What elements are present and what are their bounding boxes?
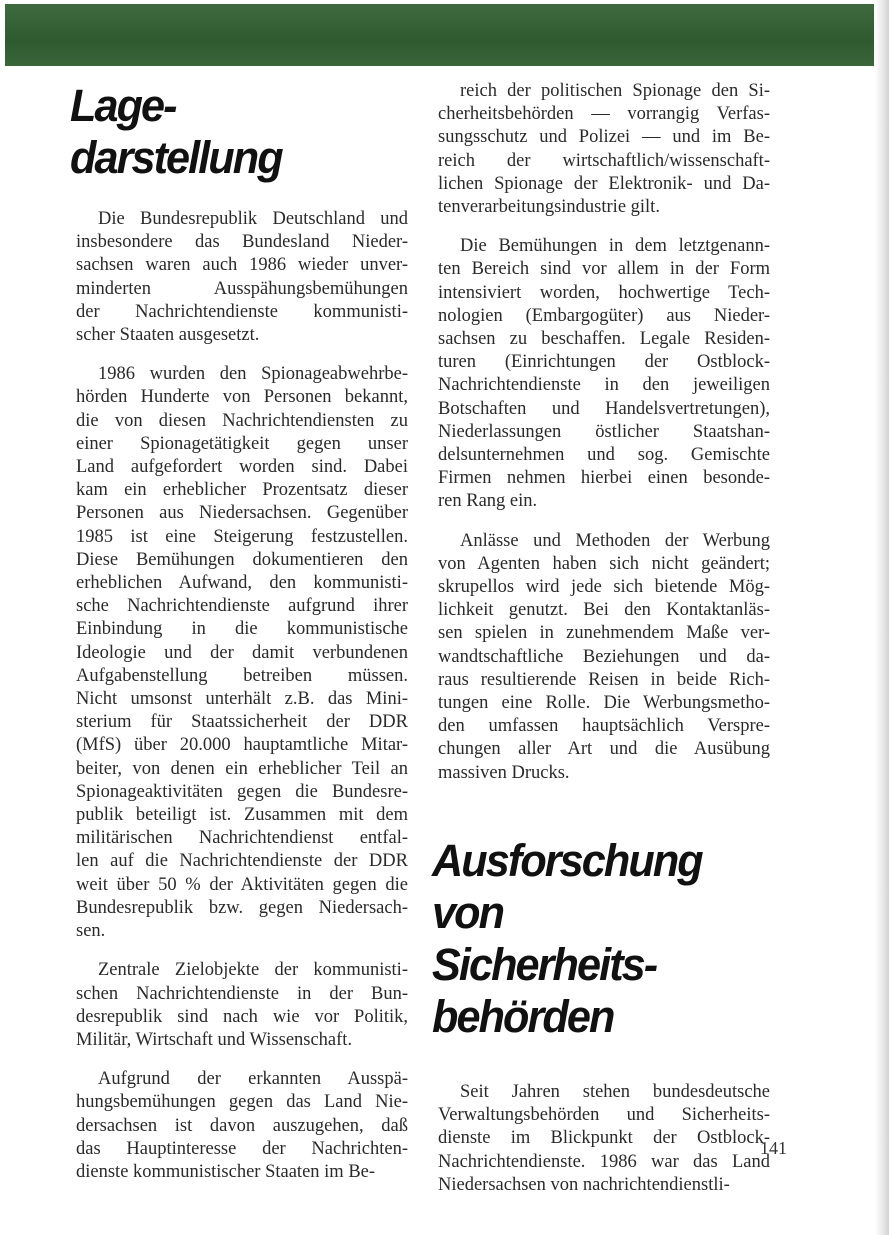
text-line: schen Nachrichtendienste in der Bun- xyxy=(76,983,408,1004)
section-heading-ausforschung xyxy=(432,835,756,1043)
text-line: weit über 50 % der Aktivitäten gegen die xyxy=(76,874,408,895)
text-line: dienste im Blickpunkt der Ostblock- xyxy=(438,1128,770,1149)
text-line: ten Bereich sind vor allem in der Form xyxy=(438,259,770,280)
text-line: sachsen zu beschaffen. Legale Residen- xyxy=(438,329,770,350)
text-line: Nicht umsonst unterhält z.B. das Mini- xyxy=(76,689,408,710)
text-line: desrepublik sind nach wie vor Politik, xyxy=(76,1006,408,1027)
paragraph xyxy=(76,959,408,1052)
right-body-text-2 xyxy=(438,1081,770,1197)
text-line: reich der politischen Spionage den Si- xyxy=(460,81,770,101)
text-line: len auf die Nachrichtendienste der DDR xyxy=(76,851,408,872)
text-line: Anlässe und Methoden der Werbung xyxy=(460,530,770,551)
text-line: sterium für Staatssicherheit der DDR xyxy=(76,712,408,733)
heading-line: darstellung xyxy=(70,132,282,183)
header-color-band xyxy=(5,4,874,66)
text-line: insbesondere das Bundesland Nieder- xyxy=(76,232,408,253)
text-line: chungen aller Art und die Ausübung xyxy=(438,739,770,760)
text-line: tenverarbeitungsindustrie gilt. xyxy=(438,197,660,218)
text-line: den umfassen hauptsächlich Verspre- xyxy=(438,716,770,737)
text-line: 1986 wurden den Spionageabwehrbe- xyxy=(98,364,408,385)
text-line: Ideologie und der damit verbundenen xyxy=(76,642,408,663)
text-line: Einbindung in die kommunistische xyxy=(76,619,408,640)
text-line: sen spielen in zunehmendem Maße ver- xyxy=(438,623,770,644)
text-line: Firmen nehmen hierbei einen besonde- xyxy=(438,468,770,489)
text-line: Spionageaktivitäten gegen die Bundesre- xyxy=(76,781,408,802)
text-line: cherheitsbehörden — vorrangig Verfas- xyxy=(438,104,770,125)
text-line: Nachrichtendienste. 1986 war das Land xyxy=(438,1151,770,1172)
text-line: sungsschutz und Polizei — und im Be- xyxy=(438,127,770,148)
text-line: Zentrale Zielobjekte der kommunisti- xyxy=(98,960,408,981)
paragraph xyxy=(76,208,408,347)
text-line: Die Bundesrepublik Deutschland und xyxy=(98,209,408,229)
left-body-text xyxy=(76,208,408,1184)
text-line: Bundesrepublik bzw. gegen Niedersach- xyxy=(76,897,408,918)
text-line: lichkeit genutzt. Bei den Kontaktanläs- xyxy=(438,600,770,621)
text-line: tungen eine Rolle. Die Werbungsmetho- xyxy=(438,693,770,714)
text-line: die von diesen Nachrichtendiensten zu xyxy=(76,410,408,431)
section-heading-lagedarstellung xyxy=(70,80,394,184)
text-line: beiter, von denen ein erheblicher Teil an xyxy=(76,758,408,779)
text-line: einer Spionagetätigkeit gegen unser xyxy=(76,433,408,454)
heading-line: Lage- xyxy=(70,80,176,131)
text-line: Land aufgefordert worden sind. Dabei xyxy=(76,457,408,478)
text-line: militärischen Nachrichtendienst entfal- xyxy=(76,828,408,849)
text-line: delsunternehmen und sog. Gemischte xyxy=(438,445,770,466)
text-line: erheblichen Aufwand, den kommunisti- xyxy=(76,573,408,594)
text-line: Personen aus Niedersachsen. Gegenüber xyxy=(76,503,408,524)
text-line: raus resultierende Reisen in beide Rich- xyxy=(438,669,770,690)
text-line: Verwaltungsbehörden und Sicherheits- xyxy=(438,1105,770,1126)
text-line: dersachsen ist davon auszugehen, daß xyxy=(76,1115,408,1136)
text-line: Nachrichtendienste in den jeweiligen xyxy=(438,375,770,396)
text-line: Militär, Wirtschaft und Wissenschaft. xyxy=(76,1029,353,1050)
text-line: Aufgrund der erkannten Ausspä- xyxy=(98,1069,408,1090)
text-line: Niederlassungen östlicher Staatshan- xyxy=(438,421,770,442)
text-line: massiven Drucks. xyxy=(438,762,570,783)
text-line: Die Bemühungen in dem letztgenann- xyxy=(460,236,770,257)
right-column xyxy=(432,80,770,1213)
paragraph xyxy=(438,1081,770,1197)
heading-line: von xyxy=(432,886,504,938)
left-column xyxy=(70,80,408,1200)
paragraph xyxy=(438,530,770,785)
heading-line: Sicherheits- xyxy=(432,938,657,990)
heading-line: behörden xyxy=(432,990,614,1042)
text-line: intensiviert worden, hochwertige Tech- xyxy=(438,282,770,303)
text-line: minderten Ausspähungsbemühungen xyxy=(76,278,408,299)
page-edge-shadow xyxy=(875,0,889,1235)
text-line: Aufgabenstellung betreiben müssen. xyxy=(76,665,408,686)
paragraph xyxy=(76,1068,408,1184)
text-line: der Nachrichtendienste kommunisti- xyxy=(76,301,408,322)
text-line: publik beteiligt ist. Zusammen mit dem xyxy=(76,805,408,826)
paragraph xyxy=(438,235,770,513)
paragraph xyxy=(438,80,770,219)
text-line: wandtschaftliche Beziehungen und da- xyxy=(438,646,770,667)
text-line: (MfS) über 20.000 hauptamtliche Mitar- xyxy=(76,735,408,756)
text-line: sachsen waren auch 1986 wieder unver- xyxy=(76,255,408,276)
text-line: Botschaften und Handelsvertretungen), xyxy=(438,398,770,419)
text-line: Niedersachsen von nachrichtendienstli- xyxy=(438,1174,730,1195)
text-line: 1985 ist eine Steigerung festzustellen. xyxy=(76,526,408,547)
text-line: das Hauptinteresse der Nachrichten- xyxy=(76,1138,408,1159)
paragraph xyxy=(76,363,408,943)
text-line: nologien (Embargogüter) aus Nieder- xyxy=(438,305,770,326)
text-line: skrupellos wird jede sich bietende Mög- xyxy=(438,577,770,598)
text-line: reich der wirtschaftlich/wissenschaft- xyxy=(438,150,770,171)
text-line: lichen Spionage der Elektronik- und Da- xyxy=(438,173,770,194)
heading-line: Ausforschung xyxy=(432,834,702,886)
text-line: Seit Jahren stehen bundesdeutsche xyxy=(460,1081,770,1102)
text-line: dienste kommunistischer Staaten im Be- xyxy=(76,1161,376,1182)
text-line: turen (Einrichtungen der Ostblock- xyxy=(438,352,770,373)
text-line: scher Staaten ausgesetzt. xyxy=(76,325,260,346)
text-line: sen. xyxy=(76,921,106,942)
text-line: kam ein erheblicher Prozentsatz dieser xyxy=(76,480,408,501)
text-line: Diese Bemühungen dokumentieren den xyxy=(76,549,408,570)
text-line: ren Rang ein. xyxy=(438,491,538,512)
text-line: sche Nachrichtendienste aufgrund ihrer xyxy=(76,596,408,617)
text-line: hörden Hunderte von Personen bekannt, xyxy=(76,387,408,408)
right-body-text xyxy=(438,80,770,785)
text-line: hungsbemühungen gegen das Land Nie- xyxy=(76,1092,408,1113)
text-line: von Agenten haben sich nicht geändert; xyxy=(438,553,770,574)
page-number: 141 xyxy=(760,1138,787,1158)
